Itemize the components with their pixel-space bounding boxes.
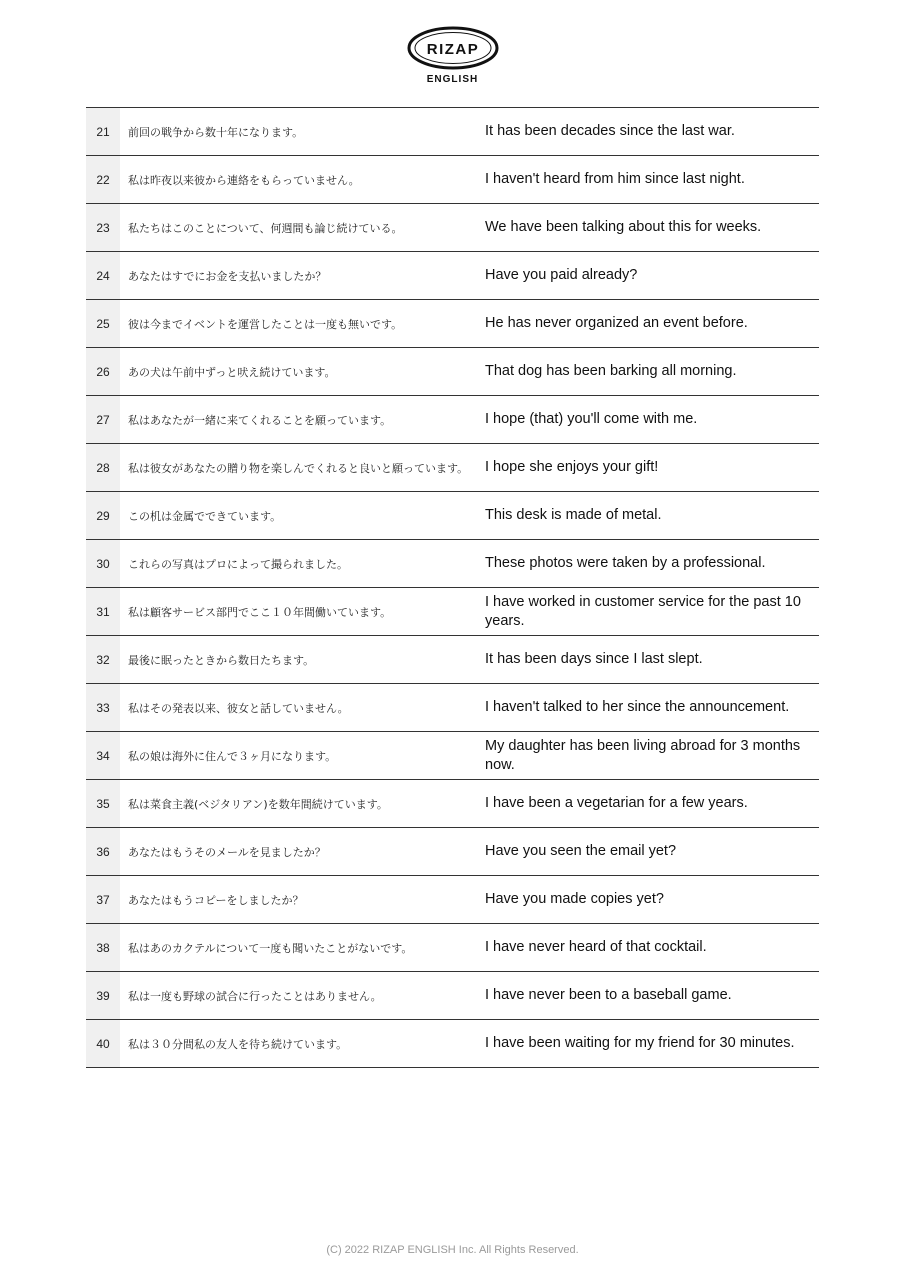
english-sentence: I have been waiting for my friend for 30 minutes. bbox=[485, 1035, 795, 1051]
japanese-sentence: あなたはもうコピーをしましたか？ bbox=[128, 893, 304, 907]
table-row bbox=[86, 588, 819, 636]
japanese-sentence: 私は３０分間私の友人を待ち続けています。 bbox=[128, 1037, 348, 1051]
row-number: 27 bbox=[86, 396, 120, 443]
row-number: 33 bbox=[86, 684, 120, 731]
table-row bbox=[86, 828, 819, 876]
row-number: 24 bbox=[86, 252, 120, 299]
japanese-sentence: 私は菜食主義(ベジタリアン)を数年間続けています。 bbox=[128, 797, 388, 811]
rizap-logo-icon bbox=[407, 26, 499, 70]
japanese-sentence: 私たちはこのことについて、何週間も論じ続けている。 bbox=[128, 221, 403, 235]
english-sentence: My daughter has been living abroad for 3 months now. bbox=[485, 737, 801, 773]
table-row bbox=[86, 300, 819, 348]
english-sentence: Have you paid already? bbox=[485, 267, 638, 283]
row-number: 38 bbox=[86, 924, 120, 971]
japanese-sentence: この机は金属でできています。 bbox=[128, 509, 282, 523]
row-number: 40 bbox=[86, 1020, 120, 1067]
row-number: 37 bbox=[86, 876, 120, 923]
english-sentence: These photos were taken by a professional. bbox=[485, 555, 766, 571]
row-number: 39 bbox=[86, 972, 120, 1019]
table-row bbox=[86, 540, 819, 588]
table-row bbox=[86, 924, 819, 972]
english-sentence: It has been decades since the last war. bbox=[485, 123, 735, 139]
english-sentence: I haven't heard from him since last night. bbox=[485, 171, 745, 187]
japanese-sentence: 私はその発表以来、彼女と話していません。 bbox=[128, 701, 349, 715]
japanese-sentence: 私はあのカクテルについて一度も聞いたことがないです。 bbox=[128, 941, 413, 955]
table-row bbox=[86, 396, 819, 444]
english-sentence: I hope she enjoys your gift! bbox=[485, 459, 659, 475]
japanese-sentence: 最後に眠ったときから数日たちます。 bbox=[128, 653, 315, 667]
row-number: 30 bbox=[86, 540, 120, 587]
table-row bbox=[86, 492, 819, 540]
table-row bbox=[86, 204, 819, 252]
phrase-table bbox=[86, 107, 819, 1068]
table-row bbox=[86, 732, 819, 780]
english-sentence: I have worked in customer service for the past 10 years. bbox=[485, 593, 801, 629]
japanese-sentence: 私の娘は海外に住んで３ヶ月になります。 bbox=[128, 749, 337, 763]
brand-logo bbox=[0, 26, 905, 88]
english-sentence: He has never organized an event before. bbox=[485, 315, 748, 331]
logo-subtext: ENGLISH bbox=[426, 74, 479, 85]
row-number: 36 bbox=[86, 828, 120, 875]
row-number: 28 bbox=[86, 444, 120, 491]
table-row bbox=[86, 252, 819, 300]
table-row bbox=[86, 1020, 819, 1068]
row-number: 31 bbox=[86, 588, 120, 635]
table-row bbox=[86, 780, 819, 828]
japanese-sentence: これらの写真はプロによって撮られました。 bbox=[128, 557, 348, 571]
table-row bbox=[86, 444, 819, 492]
row-number: 26 bbox=[86, 348, 120, 395]
table-row bbox=[86, 108, 819, 156]
japanese-sentence: あなたはもうそのメールを見ましたか？ bbox=[128, 845, 326, 859]
row-number: 34 bbox=[86, 732, 120, 779]
english-sentence: Have you seen the email yet? bbox=[485, 843, 677, 859]
table-row bbox=[86, 636, 819, 684]
japanese-sentence: あの犬は午前中ずっと吠え続けています。 bbox=[128, 365, 336, 379]
row-number: 29 bbox=[86, 492, 120, 539]
table-row bbox=[86, 156, 819, 204]
logo-text: RIZAP bbox=[426, 41, 480, 58]
table-row bbox=[86, 348, 819, 396]
english-sentence: Have you made copies yet? bbox=[485, 891, 664, 907]
row-number: 23 bbox=[86, 204, 120, 251]
english-sentence: It has been days since I last slept. bbox=[485, 651, 703, 667]
japanese-sentence: 私は昨夜以来彼から連絡をもらっていません。 bbox=[128, 173, 360, 187]
row-number: 35 bbox=[86, 780, 120, 827]
japanese-sentence: あなたはすでにお金を支払いましたか？ bbox=[128, 269, 327, 283]
copyright-footer: (C) 2022 RIZAP ENGLISH Inc. All Rights Reserved. bbox=[326, 1244, 579, 1256]
english-sentence: That dog has been barking all morning. bbox=[485, 363, 737, 379]
english-sentence: We have been talking about this for weeks. bbox=[485, 219, 762, 235]
japanese-sentence: 私は顧客サービス部門でここ１０年間働いています。 bbox=[128, 605, 392, 619]
japanese-sentence: 前回の戦争から数十年になります。 bbox=[128, 125, 304, 139]
english-sentence: I hope (that) you'll come with me. bbox=[485, 411, 698, 427]
table-row bbox=[86, 684, 819, 732]
japanese-sentence: 私は彼女があなたの贈り物を楽しんでくれると良いと願っています。 bbox=[128, 461, 469, 475]
table-row bbox=[86, 972, 819, 1020]
japanese-sentence: 私はあなたが一緒に来てくれることを願っています。 bbox=[128, 413, 392, 427]
english-sentence: I haven't talked to her since the announcement. bbox=[485, 699, 790, 715]
english-sentence: I have never heard of that cocktail. bbox=[485, 939, 707, 955]
english-sentence: I have been a vegetarian for a few years. bbox=[485, 795, 748, 811]
row-number: 21 bbox=[86, 108, 120, 155]
japanese-sentence: 彼は今までイベントを運営したことは一度も無いです。 bbox=[128, 317, 403, 331]
japanese-sentence: 私は一度も野球の試合に行ったことはありません。 bbox=[128, 989, 382, 1003]
english-sentence: This desk is made of metal. bbox=[485, 507, 662, 523]
row-number: 32 bbox=[86, 636, 120, 683]
table-row bbox=[86, 876, 819, 924]
row-number: 25 bbox=[86, 300, 120, 347]
row-number: 22 bbox=[86, 156, 120, 203]
english-sentence: I have never been to a baseball game. bbox=[485, 987, 732, 1003]
